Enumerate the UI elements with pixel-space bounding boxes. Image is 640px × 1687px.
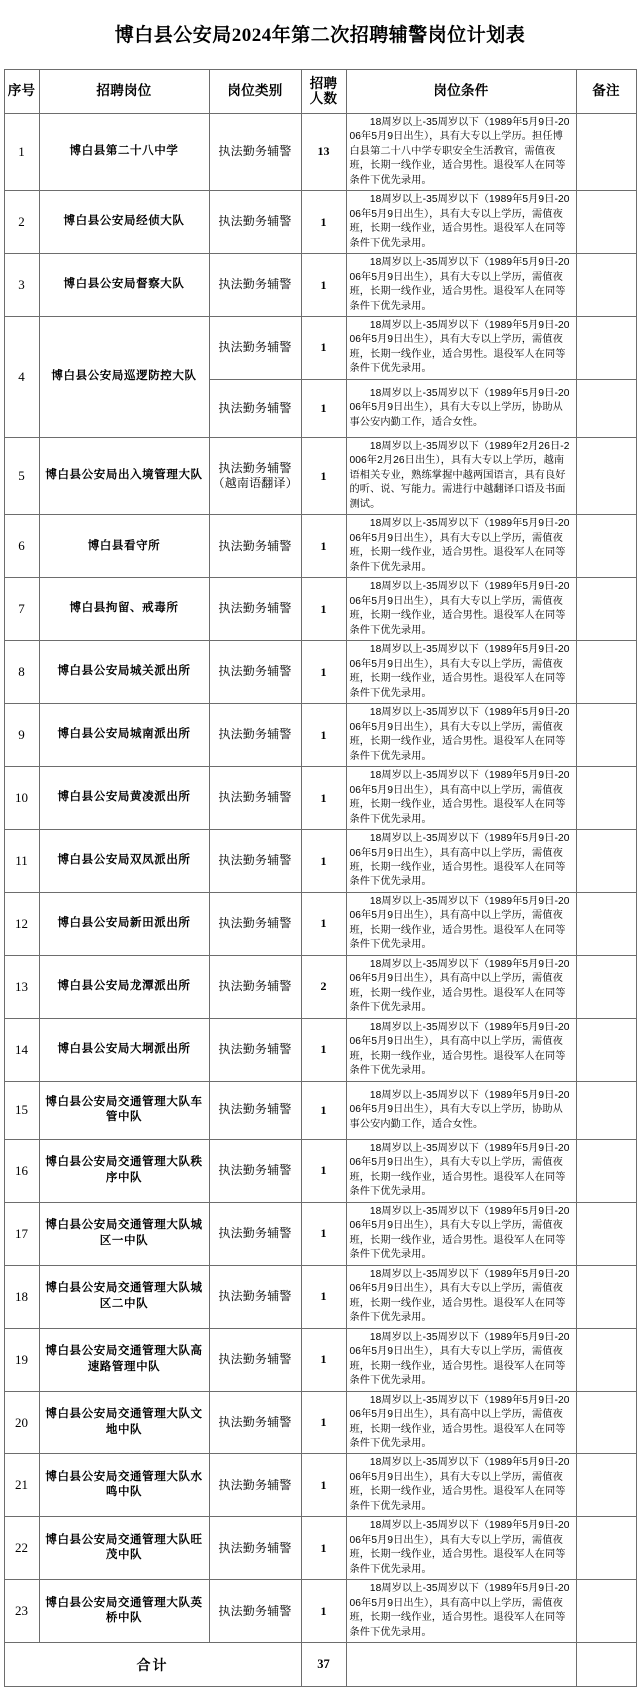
row-condition: 18周岁以上-35周岁以下（1989年5月9日-2006年5月9日出生），具有高中以上学历，需值夜班，长期一线作业，适合男性。退役军人在同等条件下优先录用。 xyxy=(346,830,576,893)
column-header-condition: 岗位条件 xyxy=(346,69,576,113)
column-header-count: 招聘人数 xyxy=(301,69,346,113)
row-index: 11 xyxy=(4,830,39,893)
table-row xyxy=(4,578,636,641)
row-category: 执法勤务辅警 xyxy=(209,1018,301,1081)
row-count: 1 xyxy=(301,437,346,514)
row-index: 13 xyxy=(4,955,39,1018)
row-post-name: 博白县公安局交通管理大队旺茂中队 xyxy=(39,1517,209,1580)
row-post-name: 博白县拘留、戒毒所 xyxy=(39,578,209,641)
row-condition: 18周岁以上-35周岁以下（1989年5月9日-2006年5月9日出生），具有大专以上学历，需值夜班，长期一线作业，适合男性。退役军人在同等条件下优先录用。 xyxy=(346,1328,576,1391)
row-remark xyxy=(576,379,636,437)
row-remark xyxy=(576,437,636,514)
row-remark xyxy=(576,191,636,254)
table-row xyxy=(4,1580,636,1643)
row-index: 18 xyxy=(4,1265,39,1328)
total-remark xyxy=(576,1643,636,1687)
table-row xyxy=(4,641,636,704)
table-row xyxy=(4,254,636,317)
row-remark xyxy=(576,515,636,578)
row-post-name: 博白县公安局巡逻防控大队 xyxy=(39,316,209,437)
row-condition: 18周岁以上-35周岁以下（1989年5月9日-2006年5月9日出生），具有大专以上学历，需值夜班，长期一线作业，适合男性。退役军人在同等条件下优先录用。 xyxy=(346,704,576,767)
row-condition: 18周岁以上-35周岁以下（1989年2月26日-2006年2月26日出生），具有大专以上学历，越南语相关专业，熟练掌握中越两国语言，具有良好的听、说、写能力。需进行中越翻译口语及书面测试。 xyxy=(346,437,576,514)
column-header-category: 岗位类别 xyxy=(209,69,301,113)
row-index: 6 xyxy=(4,515,39,578)
row-post-name: 博白县公安局交通管理大队高速路管理中队 xyxy=(39,1328,209,1391)
table-row xyxy=(4,113,636,190)
row-remark xyxy=(576,1202,636,1265)
row-remark xyxy=(576,316,636,379)
row-condition: 18周岁以上-35周岁以下（1989年5月9日-2006年5月9日出生），具有高中以上学历，需值夜班，长期一线作业，适合男性。退役军人在同等条件下优先录用。 xyxy=(346,955,576,1018)
row-index: 4 xyxy=(4,316,39,437)
table-row xyxy=(4,1265,636,1328)
row-index: 20 xyxy=(4,1391,39,1454)
row-condition: 18周岁以上-35周岁以下（1989年5月9日-2006年5月9日出生），具有大专以上学历，需值夜班，长期一线作业，适合男性。退役军人在同等条件下优先录用。 xyxy=(346,191,576,254)
row-post-name: 博白县公安局黄凌派出所 xyxy=(39,767,209,830)
table-row xyxy=(4,830,636,893)
column-header-remark: 备注 xyxy=(576,69,636,113)
row-remark xyxy=(576,892,636,955)
table-row xyxy=(4,191,636,254)
row-condition: 18周岁以上-35周岁以下（1989年5月9日-2006年5月9日出生），具有大专以上学历，需值夜班，长期一线作业，适合男性。退役军人在同等条件下优先录用。 xyxy=(346,254,576,317)
row-post-name: 博白县公安局交通管理大队城区一中队 xyxy=(39,1202,209,1265)
row-remark xyxy=(576,1018,636,1081)
row-category: 执法勤务辅警 xyxy=(209,1580,301,1643)
row-condition: 18周岁以上-35周岁以下（1989年5月9日-2006年5月9日出生），具有大专以上学历，需值夜班，长期一线作业，适合男性。退役军人在同等条件下优先录用。 xyxy=(346,1202,576,1265)
row-count: 1 xyxy=(301,254,346,317)
row-condition: 18周岁以上-35周岁以下（1989年5月9日-2006年5月9日出生），具有高中以上学历，需值夜班，长期一线作业，适合男性。退役军人在同等条件下优先录用。 xyxy=(346,1391,576,1454)
row-index: 19 xyxy=(4,1328,39,1391)
row-remark xyxy=(576,1391,636,1454)
row-condition: 18周岁以上-35周岁以下（1989年5月9日-2006年5月9日出生），具有高中以上学历，需值夜班，长期一线作业，适合男性。退役军人在同等条件下优先录用。 xyxy=(346,1580,576,1643)
row-post-name: 博白县公安局交通管理大队文地中队 xyxy=(39,1391,209,1454)
row-count: 1 xyxy=(301,1391,346,1454)
row-category: 执法勤务辅警 xyxy=(209,254,301,317)
row-category: 执法勤务辅警（越南语翻译） xyxy=(209,437,301,514)
row-category: 执法勤务辅警 xyxy=(209,1265,301,1328)
row-post-name: 博白县公安局龙潭派出所 xyxy=(39,955,209,1018)
row-index: 1 xyxy=(4,113,39,190)
row-remark xyxy=(576,1580,636,1643)
row-post-name: 博白县公安局交通管理大队水鸣中队 xyxy=(39,1454,209,1517)
table-row xyxy=(4,437,636,514)
row-post-name: 博白县看守所 xyxy=(39,515,209,578)
row-post-name: 博白县公安局双凤派出所 xyxy=(39,830,209,893)
row-category: 执法勤务辅警 xyxy=(209,1517,301,1580)
row-remark xyxy=(576,704,636,767)
row-condition: 18周岁以上-35周岁以下（1989年5月9日-2006年5月9日出生），具有大专以上学历，协助从事公安内勤工作，适合女性。 xyxy=(346,1081,576,1139)
row-index: 12 xyxy=(4,892,39,955)
row-remark xyxy=(576,1265,636,1328)
row-remark xyxy=(576,767,636,830)
table-row xyxy=(4,704,636,767)
row-index: 22 xyxy=(4,1517,39,1580)
row-count: 1 xyxy=(301,379,346,437)
row-remark xyxy=(576,1454,636,1517)
row-count: 1 xyxy=(301,1454,346,1517)
row-count: 1 xyxy=(301,1202,346,1265)
table-row xyxy=(4,1202,636,1265)
table-footer xyxy=(4,1643,636,1687)
row-index: 10 xyxy=(4,767,39,830)
row-remark xyxy=(576,830,636,893)
row-post-name: 博白县公安局交通管理大队城区二中队 xyxy=(39,1265,209,1328)
row-index: 5 xyxy=(4,437,39,514)
table-row xyxy=(4,1018,636,1081)
row-count: 1 xyxy=(301,1517,346,1580)
row-post-name: 博白县公安局督察大队 xyxy=(39,254,209,317)
row-condition: 18周岁以上-35周岁以下（1989年5月9日-2006年5月9日出生），具有大专以上学历，需值夜班，长期一线作业，适合男性。退役军人在同等条件下优先录用。 xyxy=(346,515,576,578)
row-remark xyxy=(576,1081,636,1139)
row-post-name: 博白县公安局出入境管理大队 xyxy=(39,437,209,514)
row-condition: 18周岁以上-35周岁以下（1989年5月9日-2006年5月9日出生），具有大专以上学历，需值夜班，长期一线作业，适合男性。退役军人在同等条件下优先录用。 xyxy=(346,578,576,641)
table-row xyxy=(4,1454,636,1517)
row-category: 执法勤务辅警 xyxy=(209,704,301,767)
row-count: 1 xyxy=(301,1580,346,1643)
row-category: 执法勤务辅警 xyxy=(209,1328,301,1391)
table-row xyxy=(4,1328,636,1391)
row-condition: 18周岁以上-35周岁以下（1989年5月9日-2006年5月9日出生），具有大专以上学历，需值夜班，长期一线作业，适合男性。退役军人在同等条件下优先录用。 xyxy=(346,1517,576,1580)
row-condition: 18周岁以上-35周岁以下（1989年5月9日-2006年5月9日出生），具有大专以上学历，需值夜班，长期一线作业，适合男性。退役军人在同等条件下优先录用。 xyxy=(346,641,576,704)
row-index: 14 xyxy=(4,1018,39,1081)
row-remark xyxy=(576,641,636,704)
row-remark xyxy=(576,578,636,641)
row-category: 执法勤务辅警 xyxy=(209,316,301,379)
row-index: 17 xyxy=(4,1202,39,1265)
row-count: 13 xyxy=(301,113,346,190)
row-condition: 18周岁以上-35周岁以下（1989年5月9日-2006年5月9日出生），具有高中以上学历，需值夜班，长期一线作业，适合男性。退役军人在同等条件下优先录用。 xyxy=(346,892,576,955)
row-index: 23 xyxy=(4,1580,39,1643)
page-title: 博白县公安局2024年第二次招聘辅警岗位计划表 xyxy=(114,25,526,46)
row-index: 2 xyxy=(4,191,39,254)
row-condition: 18周岁以上-35周岁以下（1989年5月9日-2006年5月9日出生），具有高中以上学历，需值夜班，长期一线作业，适合男性。退役军人在同等条件下优先录用。 xyxy=(346,1018,576,1081)
row-category: 执法勤务辅警 xyxy=(209,767,301,830)
table-row xyxy=(4,1517,636,1580)
table-row xyxy=(4,1081,636,1139)
row-post-name: 博白县公安局交通管理大队秩序中队 xyxy=(39,1139,209,1202)
table-header xyxy=(4,69,636,113)
row-index: 16 xyxy=(4,1139,39,1202)
row-post-name: 博白县公安局交通管理大队车管中队 xyxy=(39,1081,209,1139)
table-row xyxy=(4,767,636,830)
row-count: 1 xyxy=(301,767,346,830)
row-remark xyxy=(576,1517,636,1580)
total-count: 37 xyxy=(301,1643,346,1687)
row-count: 1 xyxy=(301,1139,346,1202)
row-category: 执法勤务辅警 xyxy=(209,515,301,578)
table-body xyxy=(4,113,636,1643)
table-row xyxy=(4,892,636,955)
row-index: 21 xyxy=(4,1454,39,1517)
header-row xyxy=(4,69,636,113)
row-post-name: 博白县公安局城关派出所 xyxy=(39,641,209,704)
row-post-name: 博白县公安局城南派出所 xyxy=(39,704,209,767)
row-count: 1 xyxy=(301,641,346,704)
table-row xyxy=(4,515,636,578)
row-count: 1 xyxy=(301,892,346,955)
row-category: 执法勤务辅警 xyxy=(209,641,301,704)
total-row xyxy=(4,1643,636,1687)
column-header-post: 招聘岗位 xyxy=(39,69,209,113)
row-count: 1 xyxy=(301,1081,346,1139)
row-post-name: 博白县公安局新田派出所 xyxy=(39,892,209,955)
row-remark xyxy=(576,254,636,317)
row-category: 执法勤务辅警 xyxy=(209,113,301,190)
row-category: 执法勤务辅警 xyxy=(209,1454,301,1517)
row-remark xyxy=(576,1139,636,1202)
row-category: 执法勤务辅警 xyxy=(209,379,301,437)
row-category: 执法勤务辅警 xyxy=(209,892,301,955)
row-count: 1 xyxy=(301,830,346,893)
table-row xyxy=(4,1139,636,1202)
table-row xyxy=(4,1391,636,1454)
row-count: 1 xyxy=(301,578,346,641)
row-category: 执法勤务辅警 xyxy=(209,1202,301,1265)
table-row xyxy=(4,955,636,1018)
row-post-name: 博白县第二十八中学 xyxy=(39,113,209,190)
row-index: 7 xyxy=(4,578,39,641)
total-condition xyxy=(346,1643,576,1687)
recruitment-plan-table xyxy=(4,69,637,1687)
row-post-name: 博白县公安局交通管理大队英桥中队 xyxy=(39,1580,209,1643)
row-condition: 18周岁以上-35周岁以下（1989年5月9日-2006年5月9日出生），具有大专以上学历，需值夜班，长期一线作业，适合男性。退役军人在同等条件下优先录用。 xyxy=(346,1139,576,1202)
row-condition: 18周岁以上-35周岁以下（1989年5月9日-2006年5月9日出生），具有大专以上学历，需值夜班，长期一线作业，适合男性。退役军人在同等条件下优先录用。 xyxy=(346,1454,576,1517)
row-condition: 18周岁以上-35周岁以下（1989年5月9日-2006年5月9日出生），具有大专以上学历，协助从事公安内勤工作，适合女性。 xyxy=(346,379,576,437)
row-category: 执法勤务辅警 xyxy=(209,955,301,1018)
row-index: 15 xyxy=(4,1081,39,1139)
row-condition: 18周岁以上-35周岁以下（1989年5月9日-2006年5月9日出生），具有大专以上学历。担任博白县第二十八中学专职安全生活教官，需值夜班，长期一线作业，适合男性。退役军人在同等条件下优先录用。 xyxy=(346,113,576,190)
row-count: 1 xyxy=(301,316,346,379)
row-condition: 18周岁以上-35周岁以下（1989年5月9日-2006年5月9日出生），具有大专以上学历，需值夜班，长期一线作业，适合男性。退役军人在同等条件下优先录用。 xyxy=(346,316,576,379)
row-category: 执法勤务辅警 xyxy=(209,191,301,254)
row-index: 3 xyxy=(4,254,39,317)
row-count: 1 xyxy=(301,1265,346,1328)
row-category: 执法勤务辅警 xyxy=(209,578,301,641)
row-category: 执法勤务辅警 xyxy=(209,1081,301,1139)
row-post-name: 博白县公安局经侦大队 xyxy=(39,191,209,254)
total-label: 合计 xyxy=(4,1643,301,1687)
row-condition: 18周岁以上-35周岁以下（1989年5月9日-2006年5月9日出生），具有大专以上学历，需值夜班，长期一线作业，适合男性。退役军人在同等条件下优先录用。 xyxy=(346,1265,576,1328)
row-count: 1 xyxy=(301,515,346,578)
table-row xyxy=(4,316,636,379)
row-index: 8 xyxy=(4,641,39,704)
row-remark xyxy=(576,113,636,190)
row-count: 1 xyxy=(301,1018,346,1081)
row-category: 执法勤务辅警 xyxy=(209,1391,301,1454)
column-header-index: 序号 xyxy=(4,69,39,113)
row-remark xyxy=(576,1328,636,1391)
row-condition: 18周岁以上-35周岁以下（1989年5月9日-2006年5月9日出生），具有高中以上学历，需值夜班，长期一线作业，适合男性。退役军人在同等条件下优先录用。 xyxy=(346,767,576,830)
row-index: 9 xyxy=(4,704,39,767)
row-category: 执法勤务辅警 xyxy=(209,830,301,893)
row-count: 2 xyxy=(301,955,346,1018)
row-category: 执法勤务辅警 xyxy=(209,1139,301,1202)
row-post-name: 博白县公安局大垌派出所 xyxy=(39,1018,209,1081)
row-remark xyxy=(576,955,636,1018)
row-count: 1 xyxy=(301,704,346,767)
row-count: 1 xyxy=(301,1328,346,1391)
row-count: 1 xyxy=(301,191,346,254)
